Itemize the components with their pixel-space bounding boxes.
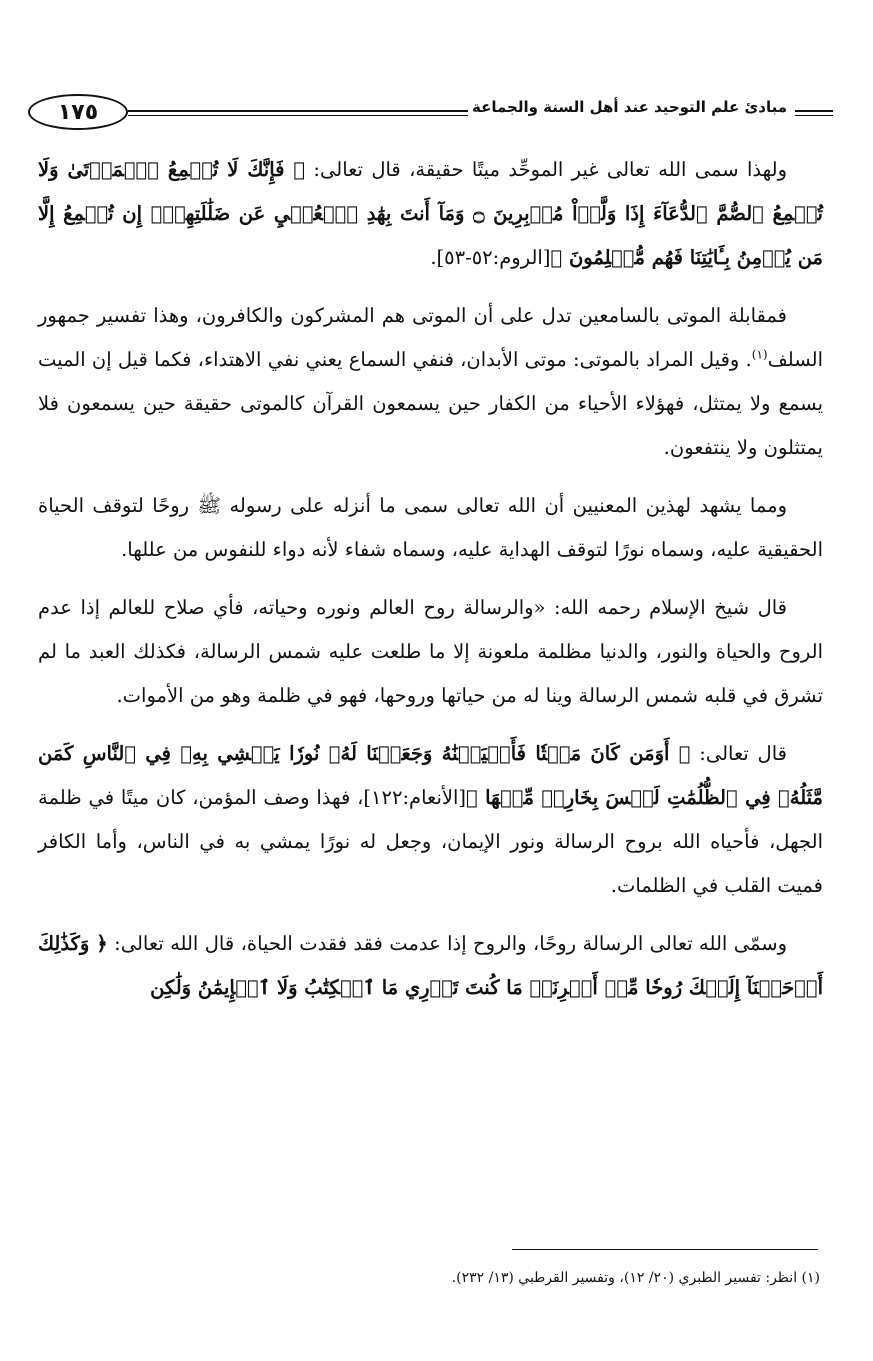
paragraph-5-text-b: [الأنعام:١٢٢]، فهذا وصف المؤمن، كان ميتًا في ظلمة الجهل، فأحياه الله بروح الرسالة ونور الإيمان، وجعل له نورًا يمشي به في الناس، وأما الكافر فميت القلب في الظلمات. [38, 786, 823, 897]
paragraph-5 [38, 732, 823, 908]
paragraph-2-text-a: فمقابلة الموتى بالسامعين تدل على أن الموتى هم المشركون والكافرون، وهذا تفسير جمهور السلف [38, 304, 823, 371]
paragraph-2 [38, 294, 823, 470]
footnote-1: (١) انظر: تفسير الطبري (٢٠/ ١٢)، وتفسير القرطبي (١٣/ ٢٣٢). [451, 1270, 820, 1286]
footnote-marker[interactable]: (١) [751, 347, 768, 362]
quran-verse-shura: ﴿ وَكَذَٰلِكَ أَوۡحَيۡنَآ إِلَيۡكَ رُوحٗا مِّنۡ أَمۡرِنَاۚ مَا كُنتَ تَدۡرِي مَا ٱلۡكِتَٰبُ وَلَا ٱلۡإِيمَٰنُ وَلَٰكِن [38, 932, 823, 999]
running-header [28, 92, 833, 136]
footnote-separator [512, 1249, 818, 1250]
quran-verse-anam: ﴿ أَوَمَن كَانَ مَيۡتٗا فَأَحۡيَيۡنَٰهُ وَجَعَلۡنَا لَهُۥ نُورٗا يَمۡشِي بِهِۦ فِي ٱلنَّاسِ كَمَن مَّثَلُهُۥ فِي ٱلظُّلُمَٰتِ لَيۡسَ بِخَارِجٖ مِّنۡهَا ﴾ [38, 742, 824, 809]
paragraph-1 [38, 148, 823, 280]
paragraph-4: قال شيخ الإسلام رحمه الله: «والرسالة روح العالم ونوره وحياته، فأي صلاح للعالم إذا عدم الروح والحياة والنور، والدنيا مظلمة ملعونة إلا ما طلعت عليه شمس الرسالة، فكذلك العبد ما لم تشرق في قلبه شمس الرسالة وينا له من حياتها وروحها، فهو في ظلمة وهو من الأموات. [38, 596, 823, 707]
paragraph-6 [38, 922, 823, 1010]
book-title: مبادئ علم التوحيد عند أهل السنة والجماعة [468, 98, 791, 116]
paragraph-3: ومما يشهد لهذين المعنيين أن الله تعالى سمى ما أنزله على رسوله ﷺ روحًا لتوقف الحياة الحقيقية عليه، وسماه نورًا لتوقف الهداية عليه، وسماه شفاء لأنه دواء للنفوس من عللها. [38, 494, 823, 561]
paragraph-6-text: وسمّى الله تعالى الرسالة روحًا، والروح إذا عدمت فقد فقدت الحياة، قال الله تعالى: [107, 932, 787, 955]
header-rule-right [795, 110, 833, 116]
paragraph-5-text-a: قال تعالى: [690, 742, 787, 765]
page-number: ١٧٥ [28, 94, 128, 130]
paragraph-1-text: ولهذا سمى الله تعالى غير الموحِّد ميتًا حقيقة، قال تعالى: [305, 158, 787, 181]
quran-verse-rum: ﴿ فَإِنَّكَ لَا تُسۡمِعُ ٱلۡمَوۡتَىٰ وَلَا تُسۡمِعُ ٱلصُّمَّ ٱلدُّعَآءَ إِذَا وَلَّوۡاْ مُدۡبِرِينَ ۝ وَمَآ أَنتَ بِهَٰدِ ٱلۡعُمۡيِ عَن ضَلَٰلَتِهِمۡۖ إِن تُسۡمِعُ إِلَّا مَن يُؤۡمِنُ بِـَٔايَٰتِنَا فَهُم مُّسۡلِمُونَ ﴾ [38, 158, 823, 269]
paragraph-2-text-b: . وقيل المراد بالموتى: موتى الأبدان، فنفي السماع يعني نفي الاهتداء، فكما قيل إن الميت يسمع ولا يمتثل، فهؤلاء الأحياء من الكفار حين يسمعون القرآن كالموتى حقيقة حين يسمعون فلا يمتثلون ولا ينتفعون. [38, 348, 823, 459]
verse-citation-rum: [الروم:٥٢-٥٣]. [430, 246, 551, 269]
body-text [38, 148, 823, 1024]
